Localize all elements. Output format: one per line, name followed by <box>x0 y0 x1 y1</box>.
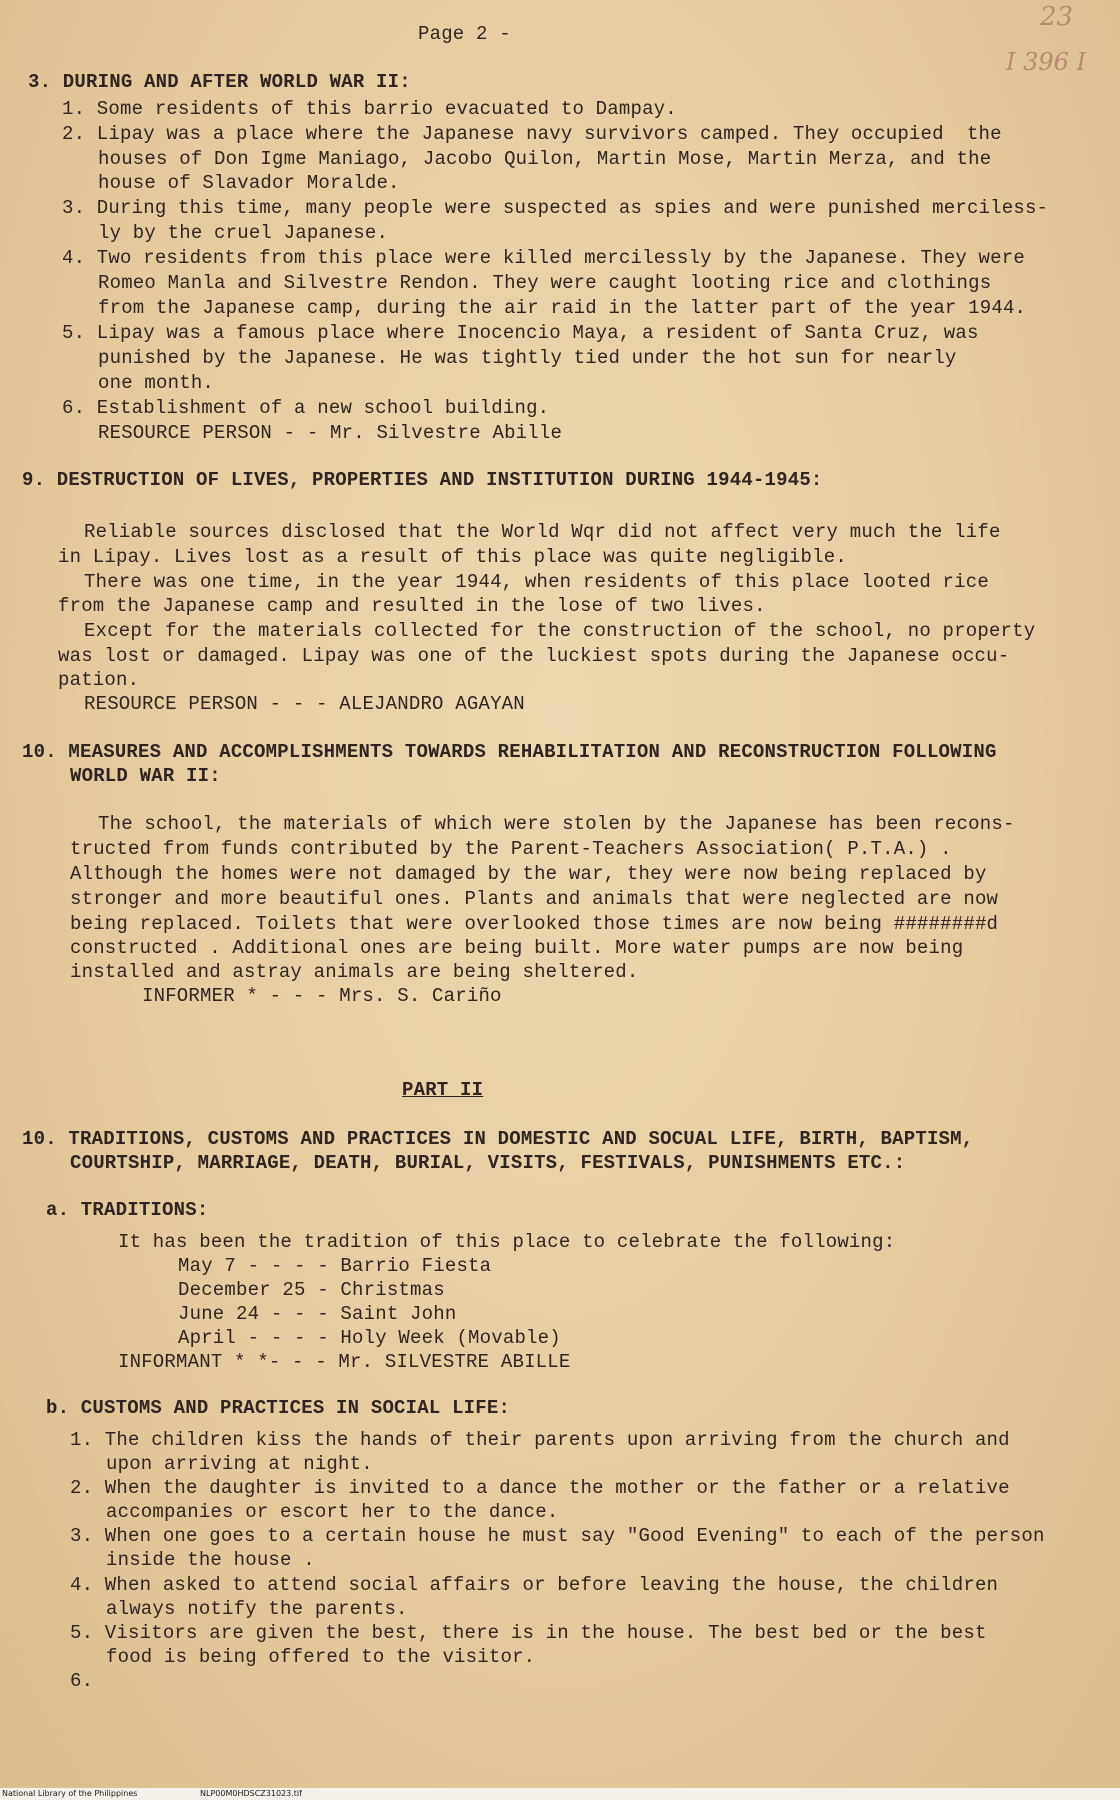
part-title: PART II <box>402 1079 484 1101</box>
list-item: 4. Two residents from this place were killed mercilessly by the Japanese. They were <box>62 247 1025 269</box>
list-item: 1. The children kiss the hands of their parents upon arriving from the church and <box>70 1429 1010 1451</box>
list-item: 4. When asked to attend social affairs or before leaving the house, the children <box>70 1574 999 1596</box>
paragraph-line: Reliable sources disclosed that the World Wqr did not affect very much the life <box>84 521 1001 543</box>
list-item: houses of Don Igme Maniago, Jacobo Quilon, Martin Mose, Martin Merza, and the <box>98 148 992 170</box>
section-heading-cont: WORLD WAR II: <box>70 765 221 787</box>
paragraph-line: Except for the materials collected for the construction of the school, no property <box>84 620 1036 642</box>
paragraph-line: It has been the tradition of this place to celebrate the following: <box>118 1231 896 1253</box>
paragraph-line: stronger and more beautiful ones. Plants and animals that were neglected are now <box>70 888 999 910</box>
tradition-item: April - - - - Holy Week (Movable) <box>178 1327 561 1349</box>
handwritten-catalog: I 396 I <box>1006 48 1087 76</box>
tradition-item: June 24 - - - Saint John <box>178 1303 457 1325</box>
list-item: always notify the parents. <box>106 1598 408 1620</box>
subsection-heading: b. CUSTOMS AND PRACTICES IN SOCIAL LIFE: <box>46 1397 511 1419</box>
paragraph-line: from the Japanese camp and resulted in the lose of two lives. <box>58 595 766 617</box>
list-item: food is being offered to the visitor. <box>106 1646 536 1668</box>
tradition-item: December 25 - Christmas <box>178 1279 445 1301</box>
list-item: one month. <box>98 372 215 394</box>
paragraph-line: Although the homes were not damaged by the war, they were now being replaced by <box>70 863 987 885</box>
section-heading: 10. TRADITIONS, CUSTOMS AND PRACTICES IN DOMESTIC AND SOCUAL LIFE, BIRTH, BAPTISM, <box>22 1128 974 1150</box>
resource-person: RESOURCE PERSON - - Mr. Silvestre Abille <box>98 422 563 444</box>
paragraph-line: constructed . Additional ones are being built. More water pumps are now being <box>70 937 964 959</box>
list-item: upon arriving at night. <box>106 1453 373 1475</box>
list-item: punished by the Japanese. He was tightly tied under the hot sun for nearly <box>98 347 957 369</box>
list-item: ly by the cruel Japanese. <box>98 222 389 244</box>
paragraph-line: The school, the materials of which were stolen by the Japanese has been recons- <box>98 813 1015 835</box>
paragraph-line: There was one time, in the year 1944, when residents of this place looted rice <box>84 571 989 593</box>
footer-library: National Library of the Philippines <box>2 1789 138 1798</box>
list-item: 6. Establishment of a new school building. <box>62 397 550 419</box>
footer-filename: NLP00M0HDSCZ31023.tif <box>200 1789 302 1798</box>
section-heading: 9. DESTRUCTION OF LIVES, PROPERTIES AND INSTITUTION DURING 1944-1945: <box>22 469 823 491</box>
list-item: 3. When one goes to a certain house he must say "Good Evening" to each of the person <box>70 1525 1045 1547</box>
list-item: Romeo Manla and Silvestre Rendon. They were caught looting rice and clothings <box>98 272 992 294</box>
page-header: Page 2 - <box>418 23 511 45</box>
section-heading: 10. MEASURES AND ACCOMPLISHMENTS TOWARDS REHABILITATION AND RECONSTRUCTION FOLLOWING <box>22 741 997 763</box>
section-heading-cont: COURTSHIP, MARRIAGE, DEATH, BURIAL, VISITS, FESTIVALS, PUNISHMENTS ETC.: <box>70 1152 906 1174</box>
list-item: 3. During this time, many people were suspected as spies and were punished merciless- <box>62 197 1049 219</box>
list-item: 6. <box>70 1670 94 1692</box>
paragraph-line: in Lipay. Lives lost as a result of this place was quite negligible. <box>58 546 847 568</box>
list-item: 2. When the daughter is invited to a dance the mother or the father or a relative <box>70 1477 1010 1499</box>
paragraph-line: installed and astray animals are being sheltered. <box>70 961 639 983</box>
list-item: accompanies or escort her to the dance. <box>106 1501 559 1523</box>
paragraph-line: being replaced. Toilets that were overlooked those times are now being ########d <box>70 913 999 935</box>
list-item: 5. Lipay was a famous place where Inocencio Maya, a resident of Santa Cruz, was <box>62 322 979 344</box>
paragraph-line: was lost or damaged. Lipay was one of the luckiest spots during the Japanese occu- <box>58 645 1010 667</box>
subsection-heading: a. TRADITIONS: <box>46 1199 209 1221</box>
section-heading: 3. DURING AND AFTER WORLD WAR II: <box>28 71 411 93</box>
list-item: inside the house . <box>106 1549 315 1571</box>
list-item: house of Slavador Moralde. <box>98 172 400 194</box>
list-item: 5. Visitors are given the best, there is in the house. The best bed or the best <box>70 1622 987 1644</box>
list-item: 2. Lipay was a place where the Japanese navy survivors camped. They occupied the <box>62 123 1002 145</box>
resource-person: RESOURCE PERSON - - - ALEJANDRO AGAYAN <box>84 693 525 715</box>
informant: INFORMANT * *- - - Mr. SILVESTRE ABILLE <box>118 1351 571 1373</box>
paragraph-line: tructed from funds contributed by the Parent-Teachers Association( P.T.A.) . <box>70 838 952 860</box>
paragraph-line: pation. <box>58 669 140 691</box>
list-item: from the Japanese camp, during the air raid in the latter part of the year 1944. <box>98 297 1027 319</box>
informer: INFORMER * - - - Mrs. S. Cariño <box>142 985 502 1007</box>
handwritten-number: 23 <box>1040 2 1074 32</box>
list-item: 1. Some residents of this barrio evacuated to Dampay. <box>62 98 677 120</box>
scan-footer <box>0 1788 1120 1800</box>
tradition-item: May 7 - - - - Barrio Fiesta <box>178 1255 492 1277</box>
